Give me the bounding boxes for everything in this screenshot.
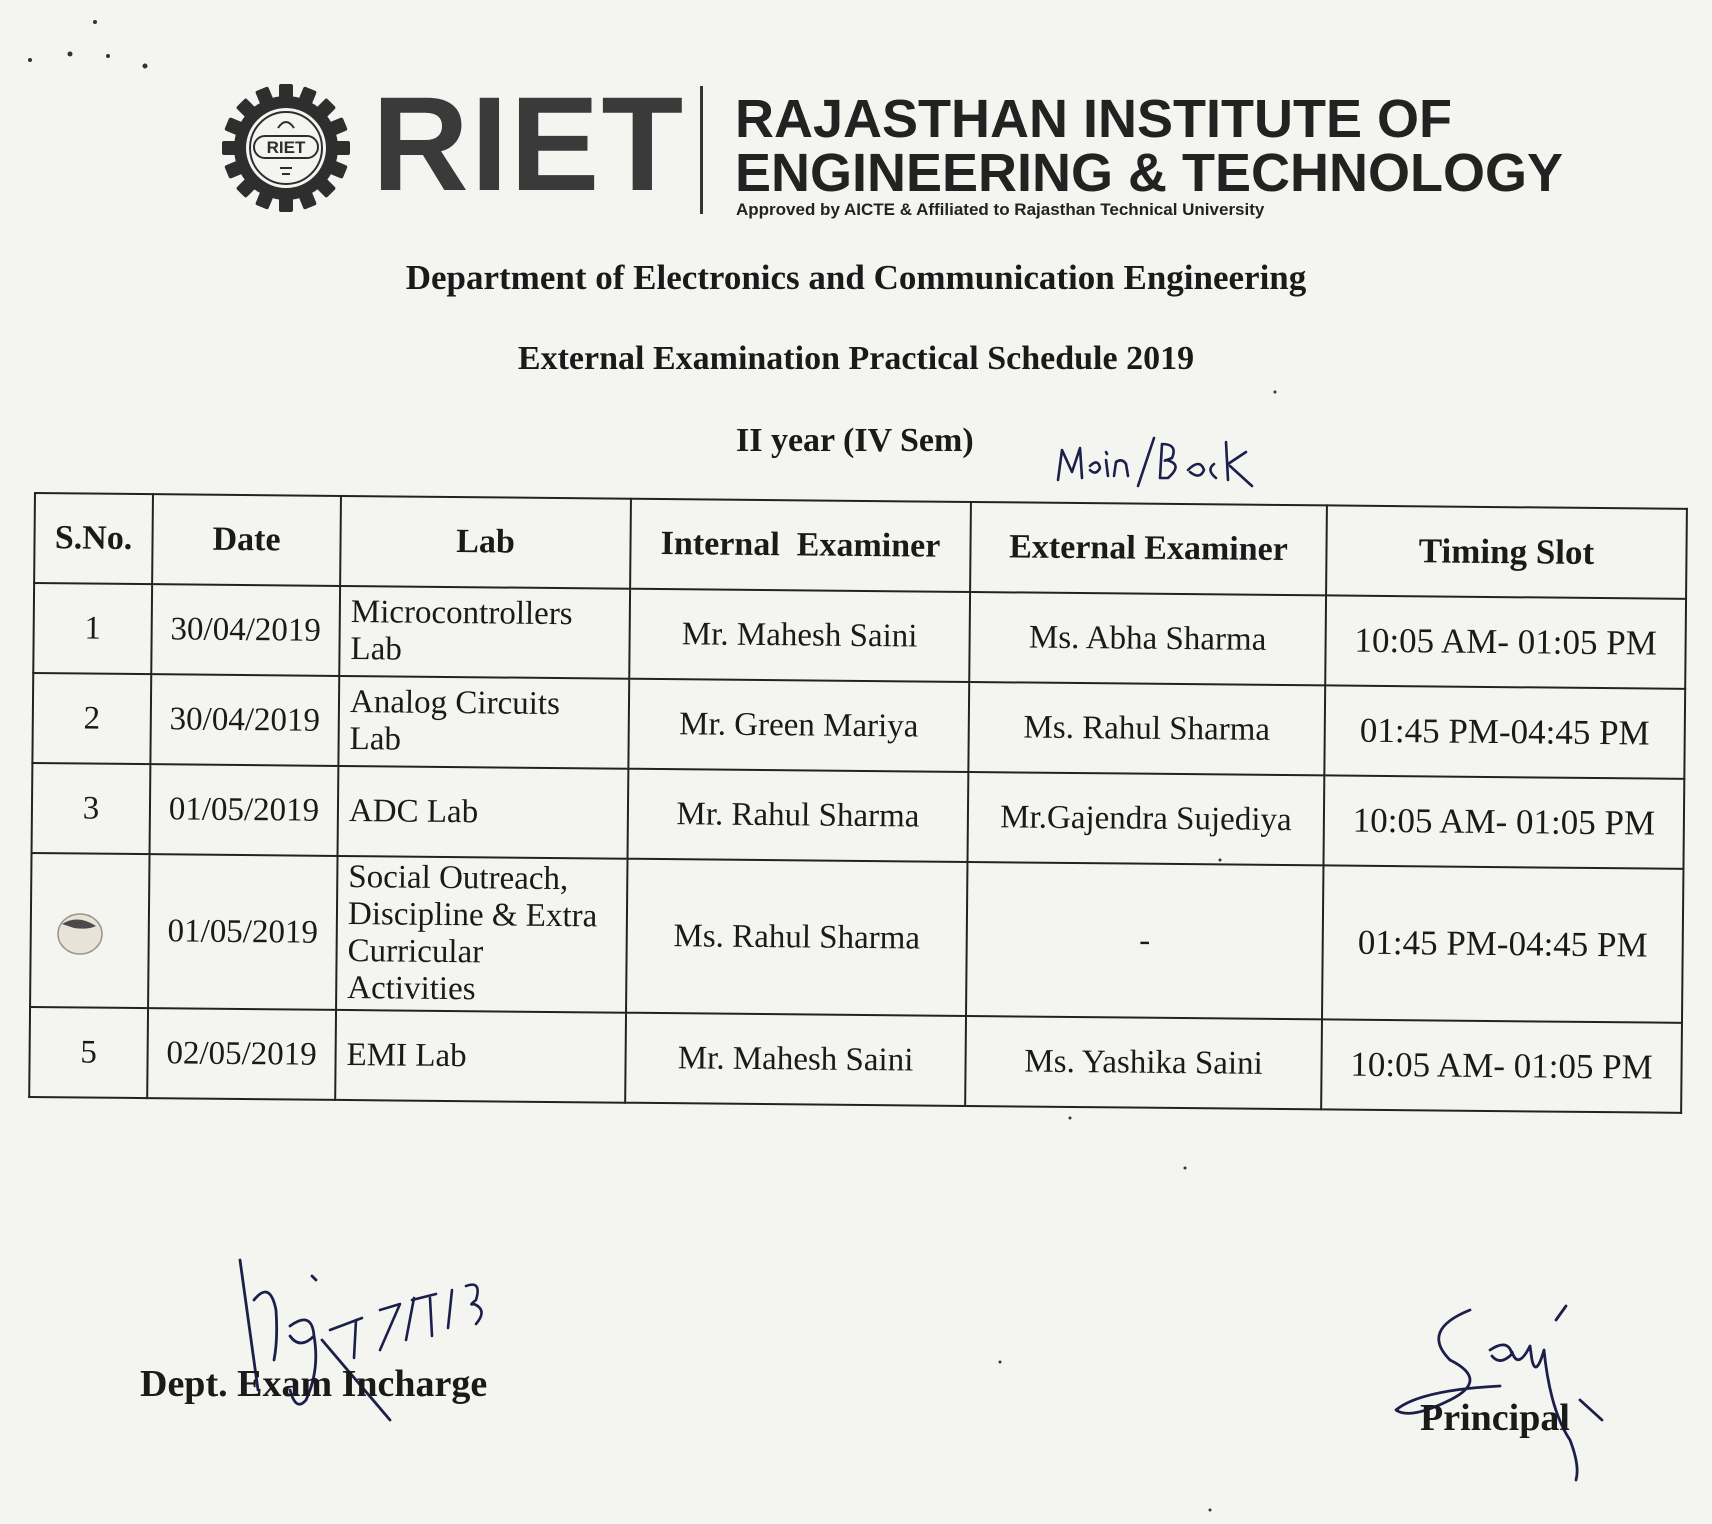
col-header-external-examiner: External Examiner (970, 502, 1327, 595)
cell-sno: 2 (32, 673, 151, 764)
institute-approval: Approved by AICTE & Affiliated to Rajasthan Technical University (736, 200, 1265, 219)
cell-sno: 5 (29, 1007, 148, 1098)
cell-sno: 3 (32, 763, 151, 854)
cell-external-examiner: - (966, 862, 1323, 1019)
paper-smudge (54, 908, 106, 958)
col-header-internal-examiner: Internal Examiner (630, 499, 971, 592)
cell-timing-slot: 01:45 PM-04:45 PM (1322, 865, 1683, 1022)
institute-logo-emblem (220, 82, 352, 214)
table-row (33, 583, 1686, 689)
cell-lab: Social Outreach, Discipline & Extra Curricular Activities (336, 856, 627, 1013)
department-title: Department of Electronics and Communication Engineering (405, 258, 1307, 297)
institute-name-line1: RAJASTHAN INSTITUTE OF (735, 89, 1453, 149)
table-row (32, 673, 1685, 779)
cell-lab: ADC Lab (338, 766, 629, 859)
table-row (30, 853, 1683, 1023)
schedule-table (28, 492, 1688, 1114)
cell-external-examiner: Ms. Yashika Saini (965, 1016, 1322, 1109)
cell-internal-examiner: Ms. Rahul Sharma (626, 859, 967, 1016)
cell-date: 01/05/2019 (148, 854, 337, 1010)
cell-internal-examiner: Mr. Green Mariya (628, 679, 969, 772)
year-label: II year (IV Sem) (736, 422, 974, 459)
col-header-date: Date (152, 494, 341, 586)
handwritten-note (1050, 430, 1260, 500)
cell-date: 02/05/2019 (147, 1008, 336, 1100)
cell-internal-examiner: Mr. Mahesh Saini (625, 1013, 966, 1106)
institute-name-line2: ENGINEERING & TECHNOLOGY (735, 143, 1564, 203)
schedule-title: External Examination Practical Schedule 2019 (517, 340, 1195, 377)
col-header-sno: S.No. (34, 493, 153, 584)
cell-lab: EMI Lab (335, 1010, 626, 1103)
cell-date: 30/04/2019 (151, 584, 340, 676)
cell-external-examiner: Mr.Gajendra Sujediya (967, 772, 1324, 865)
logo-divider (700, 86, 703, 214)
cell-lab: Analog Circuits Lab (338, 676, 629, 769)
cell-lab: Microcontrollers Lab (339, 586, 630, 679)
cell-sno: 1 (33, 583, 152, 674)
cell-date: 01/05/2019 (150, 764, 339, 856)
table-row (32, 763, 1685, 869)
cell-internal-examiner: Mr. Rahul Sharma (628, 769, 969, 862)
cell-external-examiner: Ms. Abha Sharma (969, 592, 1326, 685)
cell-external-examiner: Ms. Rahul Sharma (968, 682, 1325, 775)
cell-timing-slot: 10:05 AM- 01:05 PM (1323, 775, 1684, 868)
col-header-timing-slot: Timing Slot (1326, 505, 1687, 598)
logo-wordmark: RIET (372, 70, 686, 219)
exam-incharge-label: Dept. Exam Incharge (140, 1363, 488, 1405)
logo-badge-text: RIET (266, 138, 306, 157)
table-header-row (34, 493, 1687, 599)
cell-timing-slot: 10:05 AM- 01:05 PM (1325, 595, 1686, 688)
cell-internal-examiner: Mr. Mahesh Saini (629, 589, 970, 682)
col-header-lab: Lab (340, 496, 631, 589)
table-row (29, 1007, 1682, 1113)
principal-signature (1380, 1290, 1640, 1490)
principal-label: Principal (1420, 1397, 1570, 1439)
cell-date: 30/04/2019 (150, 674, 339, 766)
cell-timing-slot: 10:05 AM- 01:05 PM (1321, 1019, 1682, 1112)
cell-timing-slot: 01:45 PM-04:45 PM (1324, 685, 1685, 778)
